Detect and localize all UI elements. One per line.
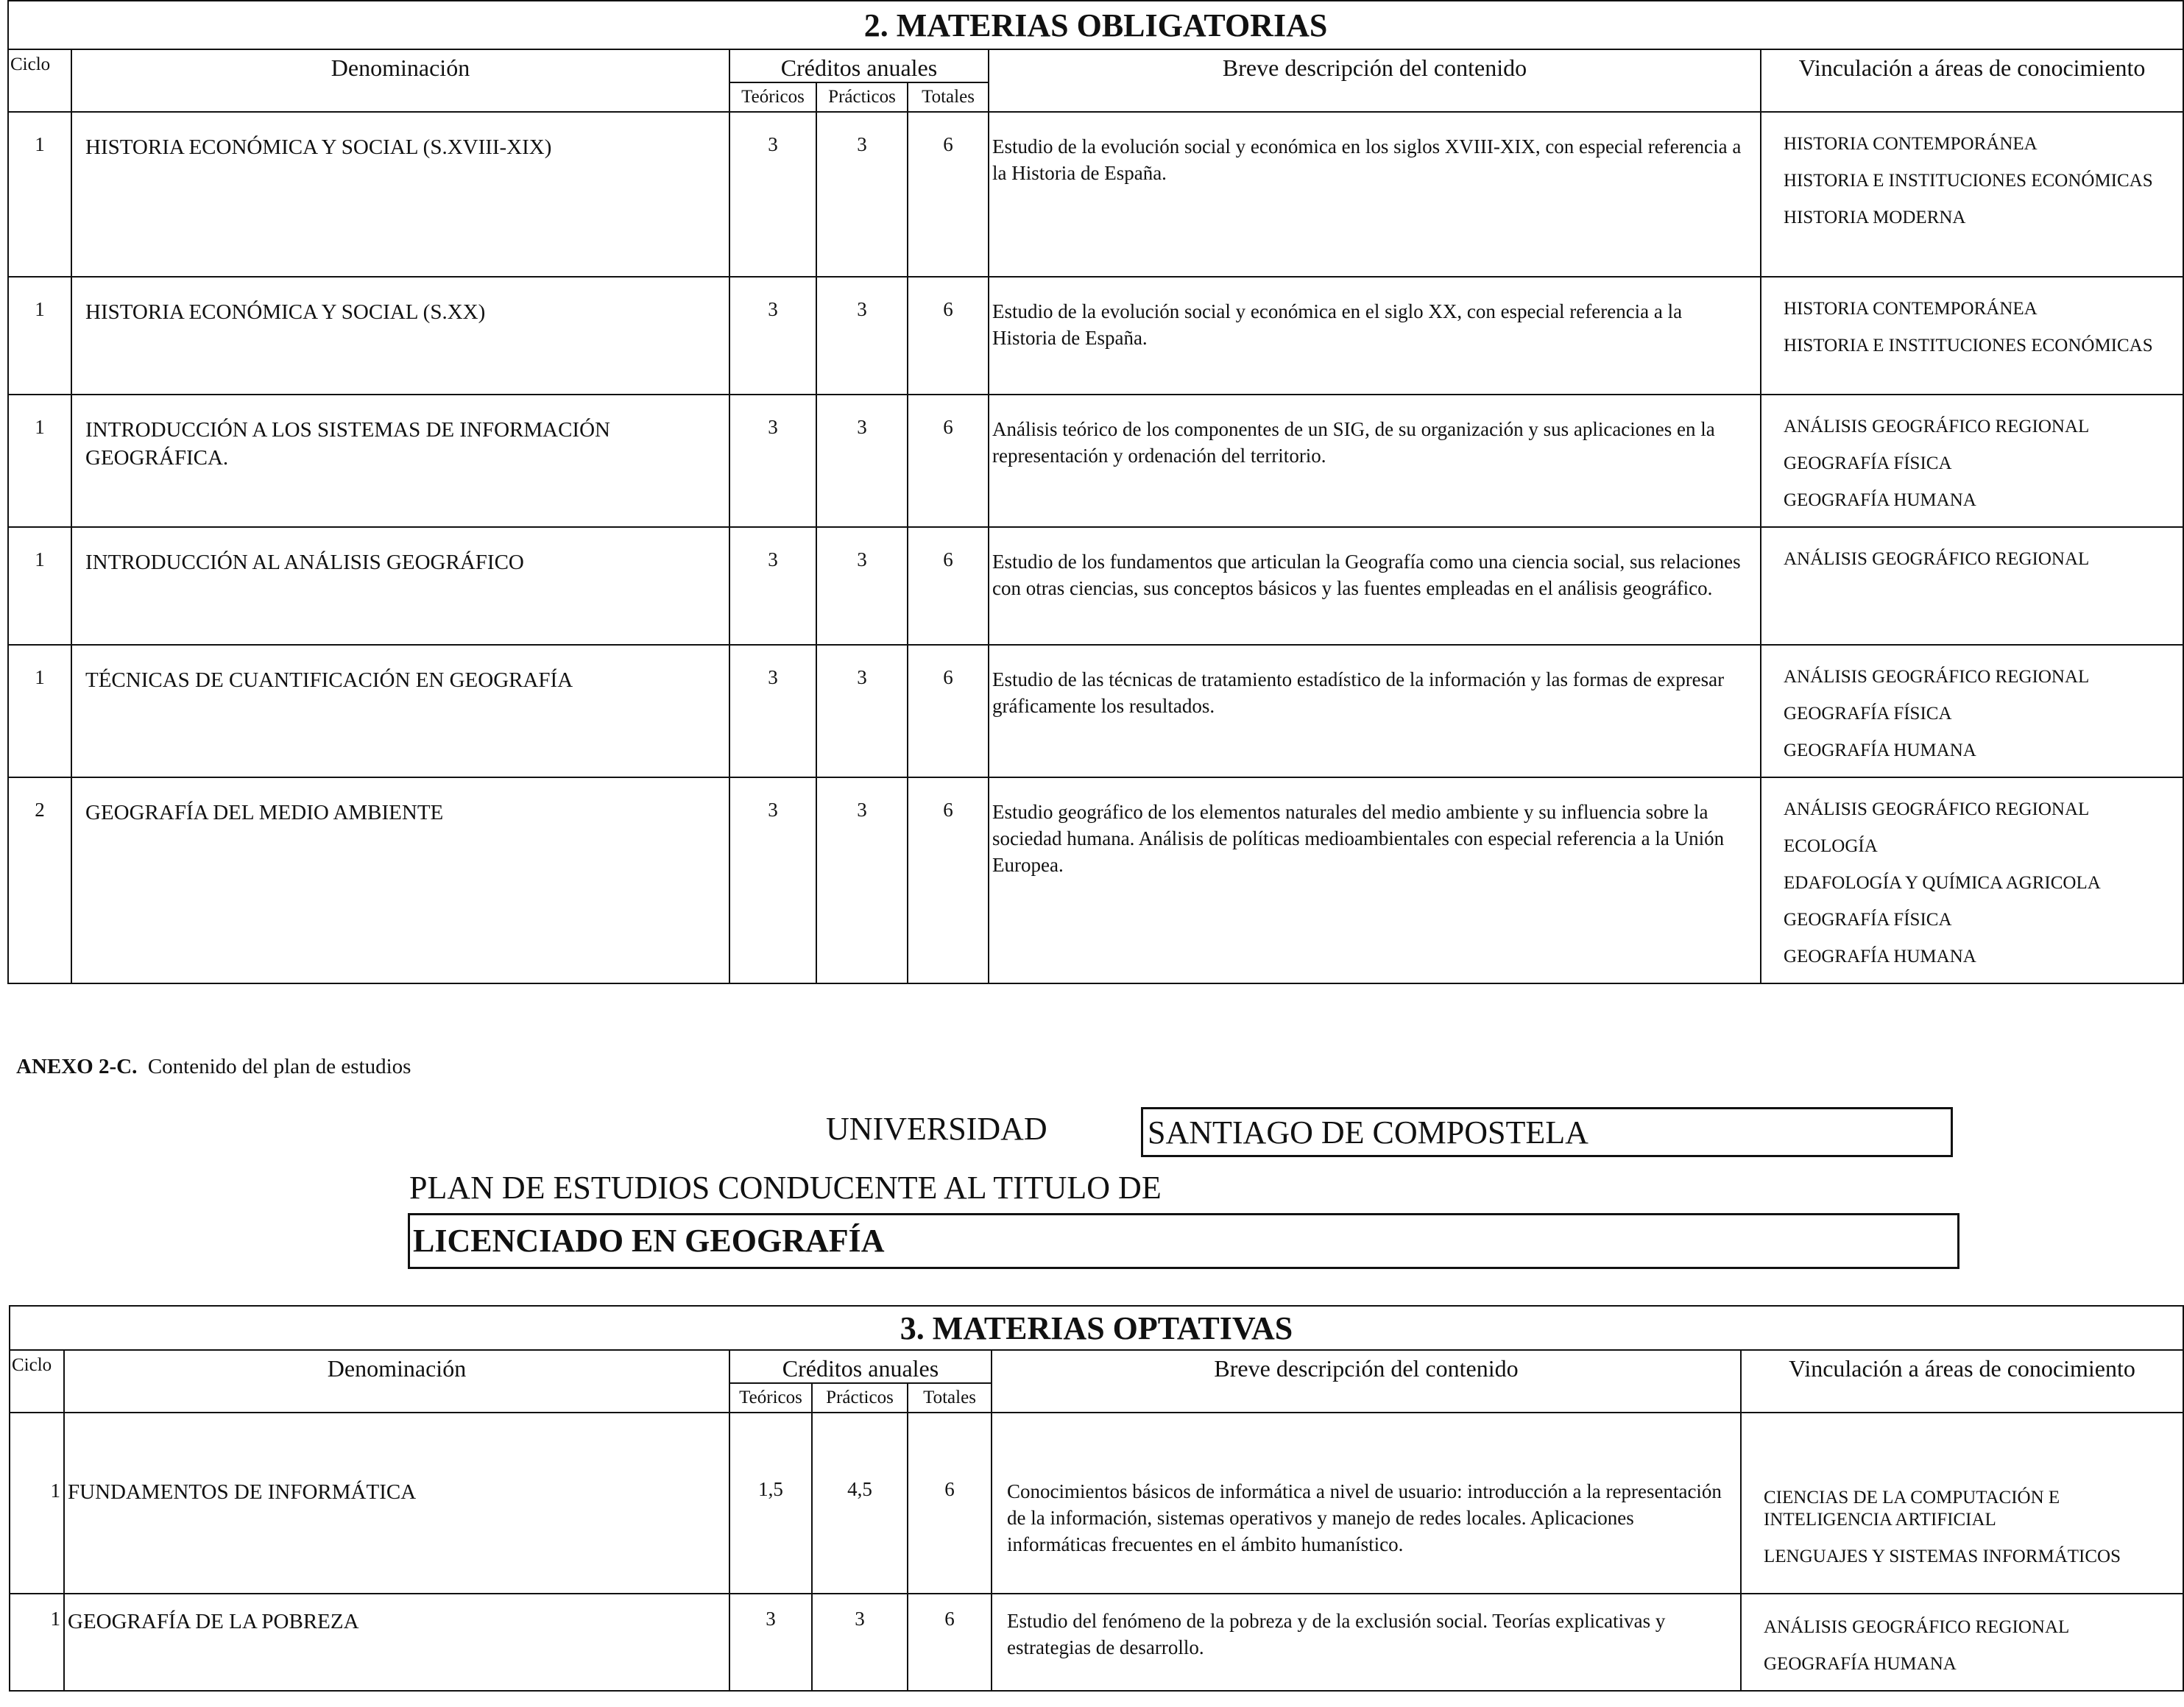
area-item: EDAFOLOGÍA Y QUÍMICA AGRICOLA	[1784, 873, 2101, 893]
subject-name: HISTORIA ECONÓMICA Y SOCIAL (S.XX)	[71, 277, 729, 395]
ciclo-cell: 1	[8, 277, 71, 395]
column-header-creditos: Créditos anuales	[729, 49, 989, 82]
teoricos-cell: 3	[729, 645, 816, 777]
column-header-vinculacion: Vinculación a áreas de conocimiento	[1741, 1350, 2183, 1413]
totales-cell: 6	[908, 112, 989, 277]
areas-cell	[1761, 112, 2183, 277]
plan-title-value: LICENCIADO EN GEOGRAFÍA	[408, 1213, 1959, 1269]
column-header-denominacion: Denominación	[71, 49, 729, 112]
column-header-ciclo: Ciclo	[10, 1350, 64, 1413]
ciclo-cell: 1	[8, 395, 71, 527]
column-header-vinculacion: Vinculación a áreas de conocimiento	[1761, 49, 2183, 112]
area-item: ANÁLISIS GEOGRÁFICO REGIONAL	[1764, 1617, 2070, 1637]
column-header-descripcion: Breve descripción del contenido	[992, 1350, 1741, 1413]
practicos-cell: 3	[816, 112, 908, 277]
totales-cell: 6	[908, 1413, 992, 1594]
description-cell: Estudio de los fundamentos que articulan la Geografía como una ciencia social, sus relaciones con otras ciencias, sus conceptos básicos y las fuentes empleadas en el análisis geográfico.	[989, 527, 1761, 645]
ciclo-cell: 1	[8, 112, 71, 277]
column-header-descripcion: Breve descripción del contenido	[989, 49, 1761, 112]
areas-cell	[1761, 527, 2183, 645]
area-item: GEOGRAFÍA HUMANA	[1784, 490, 1976, 510]
area-item: GEOGRAFÍA FÍSICA	[1784, 704, 1952, 724]
column-header-totales: Totales	[908, 82, 989, 112]
ciclo-cell: 1	[10, 1594, 64, 1691]
area-item: HISTORIA CONTEMPORÁNEA	[1784, 134, 2038, 154]
area-item: HISTORIA E INSTITUCIONES ECONÓMICAS	[1784, 171, 2153, 191]
area-item: HISTORIA MODERNA	[1784, 208, 1966, 227]
description-cell: Estudio de las técnicas de tratamiento estadístico de la información y las formas de expresar gráficamente los resultados.	[989, 645, 1761, 777]
column-header-ciclo: Ciclo	[8, 49, 71, 112]
teoricos-cell: 3	[729, 395, 816, 527]
areas-cell	[1741, 1413, 2183, 1594]
table-title: 2. MATERIAS OBLIGATORIAS	[8, 1, 2183, 49]
annex-text: Contenido del plan de estudios	[147, 1055, 411, 1078]
totales-cell: 6	[908, 777, 989, 983]
description-cell: Estudio geográfico de los elementos naturales del medio ambiente y su influencia sobre la sociedad humana. Análisis de políticas medioambientales con especial referencia a la Unión Europea.	[989, 777, 1761, 983]
teoricos-cell: 3	[729, 112, 816, 277]
area-item: GEOGRAFÍA FÍSICA	[1784, 453, 1952, 473]
table-row	[8, 527, 2183, 645]
plan-label: PLAN DE ESTUDIOS CONDUCENTE AL TITULO DE	[409, 1170, 1162, 1206]
area-item: CIENCIAS DE LA COMPUTACIÓN E INTELIGENCIA ARTIFICIAL	[1764, 1488, 2060, 1530]
subject-name: INTRODUCCIÓN AL ANÁLISIS GEOGRÁFICO	[71, 527, 729, 645]
description-cell: Estudio de la evolución social y económica en el siglo XX, con especial referencia a la Historia de España.	[989, 277, 1761, 395]
practicos-cell: 3	[816, 777, 908, 983]
column-header-practicos: Prácticos	[816, 82, 908, 112]
column-header-teoricos: Teóricos	[729, 82, 816, 112]
area-item: ANÁLISIS GEOGRÁFICO REGIONAL	[1784, 799, 2090, 819]
area-item: ANÁLISIS GEOGRÁFICO REGIONAL	[1784, 549, 2090, 569]
practicos-cell: 3	[816, 277, 908, 395]
table-row	[8, 777, 2183, 983]
area-item: GEOGRAFÍA HUMANA	[1784, 947, 1976, 966]
column-header-totales: Totales	[908, 1383, 992, 1413]
totales-cell: 6	[908, 645, 989, 777]
practicos-cell: 4,5	[812, 1413, 908, 1594]
areas-cell	[1761, 777, 2183, 983]
description-cell: Estudio de la evolución social y económica en los siglos XVIII-XIX, con especial referencia a la Historia de España.	[989, 112, 1761, 277]
table-row	[10, 1594, 2183, 1691]
subject-name: GEOGRAFÍA DE LA POBREZA	[64, 1594, 729, 1691]
area-item: ANÁLISIS GEOGRÁFICO REGIONAL	[1784, 417, 2090, 437]
ciclo-cell: 1	[8, 645, 71, 777]
totales-cell: 6	[908, 395, 989, 527]
column-header-practicos: Prácticos	[812, 1383, 908, 1413]
annex-label: ANEXO 2-C.	[16, 1055, 138, 1078]
obligatorias-table	[7, 0, 2184, 984]
area-item: GEOGRAFÍA HUMANA	[1784, 741, 1976, 760]
table-row	[10, 1413, 2183, 1594]
ciclo-cell: 2	[8, 777, 71, 983]
column-header-denominacion: Denominación	[64, 1350, 729, 1413]
areas-cell	[1761, 395, 2183, 527]
areas-cell	[1761, 645, 2183, 777]
areas-cell	[1761, 277, 2183, 395]
teoricos-cell: 3	[729, 277, 816, 395]
table-row	[8, 112, 2183, 277]
table-row	[8, 645, 2183, 777]
practicos-cell: 3	[816, 527, 908, 645]
area-item: LENGUAJES Y SISTEMAS INFORMÁTICOS	[1764, 1547, 2121, 1566]
areas-cell	[1741, 1594, 2183, 1691]
totales-cell: 6	[908, 1594, 992, 1691]
table-row	[8, 277, 2183, 395]
description-cell: Análisis teórico de los componentes de un SIG, de su organización y sus aplicaciones en la representación y ordenación del territorio.	[989, 395, 1761, 527]
universidad-value: SANTIAGO DE COMPOSTELA	[1141, 1107, 1953, 1157]
area-item: ECOLOGÍA	[1784, 836, 1878, 856]
universidad-label: UNIVERSIDAD	[826, 1111, 1047, 1147]
practicos-cell: 3	[812, 1594, 908, 1691]
teoricos-cell: 1,5	[729, 1413, 812, 1594]
subject-name: FUNDAMENTOS DE INFORMÁTICA	[64, 1413, 729, 1594]
area-item: HISTORIA CONTEMPORÁNEA	[1784, 299, 2038, 319]
column-header-creditos: Créditos anuales	[729, 1350, 992, 1383]
practicos-cell: 3	[816, 395, 908, 527]
area-item: HISTORIA E INSTITUCIONES ECONÓMICAS	[1784, 336, 2153, 356]
table-row	[8, 395, 2183, 527]
totales-cell: 6	[908, 277, 989, 395]
subject-name: GEOGRAFÍA DEL MEDIO AMBIENTE	[71, 777, 729, 983]
totales-cell: 6	[908, 527, 989, 645]
annex-heading	[16, 1055, 411, 1079]
area-item: GEOGRAFÍA HUMANA	[1764, 1654, 1957, 1674]
subject-name: TÉCNICAS DE CUANTIFICACIÓN EN GEOGRAFÍA	[71, 645, 729, 777]
teoricos-cell: 3	[729, 527, 816, 645]
subject-name: INTRODUCCIÓN A LOS SISTEMAS DE INFORMACIÓN GEOGRÁFICA.	[71, 395, 729, 527]
description-cell: Conocimientos básicos de informática a nivel de usuario: introducción a la representación de la información, sistemas operativos y manejo de redes locales. Aplicaciones informáticas frecuentes en el ámbito humanístico.	[992, 1413, 1741, 1594]
teoricos-cell: 3	[729, 777, 816, 983]
table-title: 3. MATERIAS OPTATIVAS	[10, 1306, 2183, 1350]
teoricos-cell: 3	[729, 1594, 812, 1691]
ciclo-cell: 1	[8, 527, 71, 645]
subject-name: HISTORIA ECONÓMICA Y SOCIAL (S.XVIII-XIX)	[71, 112, 729, 277]
area-item: ANÁLISIS GEOGRÁFICO REGIONAL	[1784, 667, 2090, 687]
description-cell: Estudio del fenómeno de la pobreza y de la exclusión social. Teorías explicativas y estrategias de desarrollo.	[992, 1594, 1741, 1691]
practicos-cell: 3	[816, 645, 908, 777]
column-header-teoricos: Teóricos	[729, 1383, 812, 1413]
ciclo-cell: 1	[10, 1413, 64, 1594]
optativas-table	[9, 1305, 2184, 1692]
area-item: GEOGRAFÍA FÍSICA	[1784, 910, 1952, 930]
